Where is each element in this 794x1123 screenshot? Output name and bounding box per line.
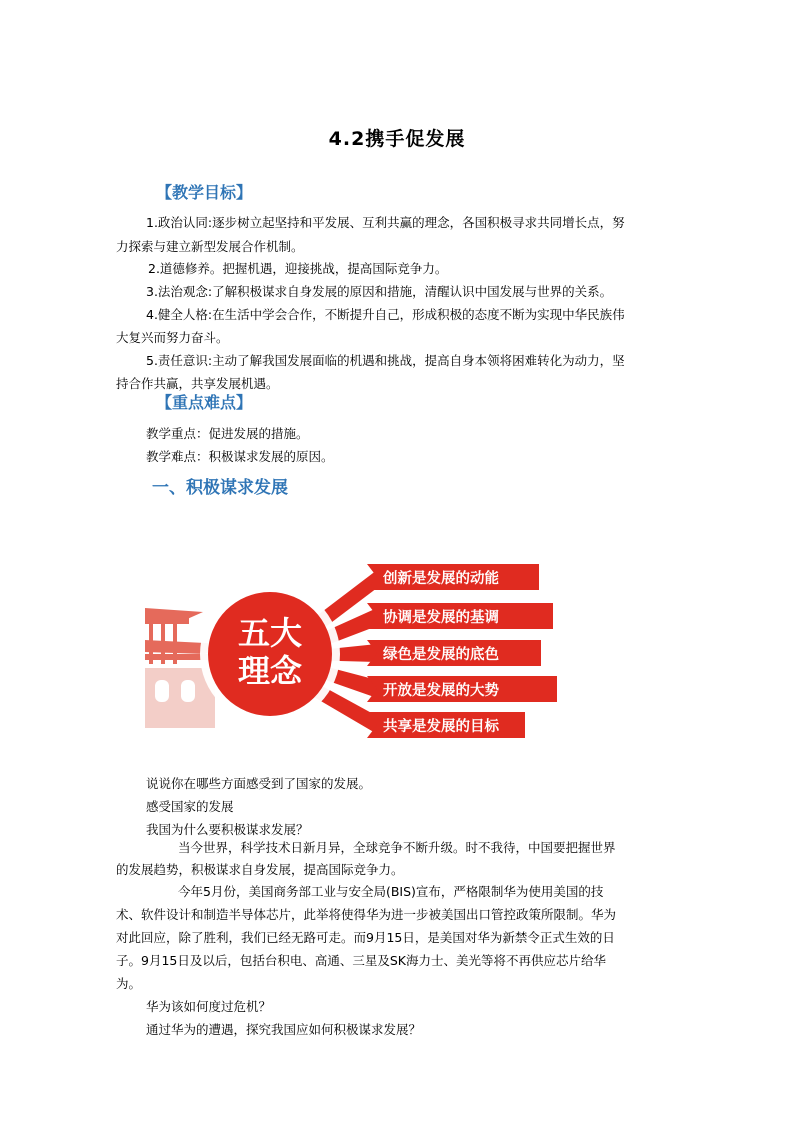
concept-bar-1: [367, 564, 539, 590]
concept-bar-4-label: 开放是发展的大势: [383, 683, 499, 699]
goal-item-2: 2.道德修养。把握机遇，迎接挑战，提高国际竞争力。: [148, 261, 448, 276]
concept-bar-2-label: 协调是发展的基调: [383, 610, 499, 626]
explore-question: 通过华为的遭遇，探究我国应如何积极谋求发展？: [146, 1022, 422, 1037]
section-1-heading: 一、积极谋求发展: [152, 478, 288, 498]
huawei-crisis-question: 华为该如何度过危机？: [146, 999, 272, 1014]
concept-bar-1-label: 创新是发展的动能: [383, 571, 499, 587]
goal-item-5-line-1: 5.责任意识:主动了解我国发展面临的机遇和挑战，提高自身本领将困难转化为动力，坚: [146, 353, 625, 368]
feel-development: 感受国家的发展: [146, 799, 234, 814]
huawei-case-line-1: 今年5月份，美国商务部工业与安全局(BIS)宣布，严格限制华为使用美国的技: [178, 884, 604, 899]
concept-bar-5-label: 共享是发展的目标: [383, 719, 499, 735]
teaching-difficulty: 教学难点：积极谋求发展的原因。: [146, 449, 334, 464]
goal-item-3: 3.法治观念:了解积极谋求自身发展的原因和措施，清醒认识中国发展与世界的关系。: [146, 284, 613, 299]
goal-item-1-line-2: 力探索与建立新型发展合作机制。: [116, 239, 304, 254]
goal-item-4-line-2: 大复兴而努力奋斗。: [116, 330, 229, 345]
discussion-prompt: 说说你在哪些方面感受到了国家的发展。: [146, 776, 372, 791]
five-concepts-infographic: [145, 520, 557, 750]
world-trend-line-2: 的发展趋势，积极谋求自身发展，提高国际竞争力。: [116, 862, 404, 877]
teaching-goals-heading: 【教学目标】: [156, 183, 253, 202]
huawei-case-line-5: 为。: [116, 976, 142, 991]
center-text-line-1: 五大: [237, 614, 303, 652]
concept-bar-4: [367, 676, 557, 702]
huawei-case-line-2: 术、软件设计和制造半导体芯片，此举将使得华为进一步被美国出口管控政策所限制。华为: [116, 907, 617, 922]
world-trend-line-1: 当今世界，科学技术日新月异，全球竞争不断升级。时不我待，中国要把握世界: [178, 840, 616, 855]
goal-item-4-line-1: 4.健全人格:在生活中学会合作，不断提升自己，形成积极的态度不断为实现中华民族伟: [146, 307, 625, 322]
huawei-case-line-3: 对此回应，除了胜利，我们已经无路可走。而9月15日，是美国对华为新禁令正式生效的日: [116, 930, 615, 945]
why-develop-question: 我国为什么要积极谋求发展？: [146, 822, 309, 837]
concept-bar-3-label: 绿色是发展的底色: [383, 647, 499, 663]
page-title: 4.2携手促发展: [328, 128, 466, 150]
concept-bar-3: [367, 640, 541, 666]
goal-item-1-line-1: 1.政治认同:逐步树立起坚持和平发展、互利共赢的理念，各国积极寻求共同增长点，努: [146, 215, 625, 230]
goal-item-5-line-2: 持合作共赢，共享发展机遇。: [116, 376, 279, 391]
teaching-focus: 教学重点：促进发展的措施。: [146, 426, 309, 441]
key-points-heading: 【重点难点】: [156, 393, 253, 412]
center-text-line-2: 理念: [237, 652, 303, 690]
huawei-case-line-4: 子。9月15日及以后，包括台积电、高通、三星及SK海力士、美光等将不再供应芯片给华: [116, 953, 606, 968]
concept-bar-2: [367, 603, 553, 629]
concept-bar-5: [367, 712, 525, 738]
